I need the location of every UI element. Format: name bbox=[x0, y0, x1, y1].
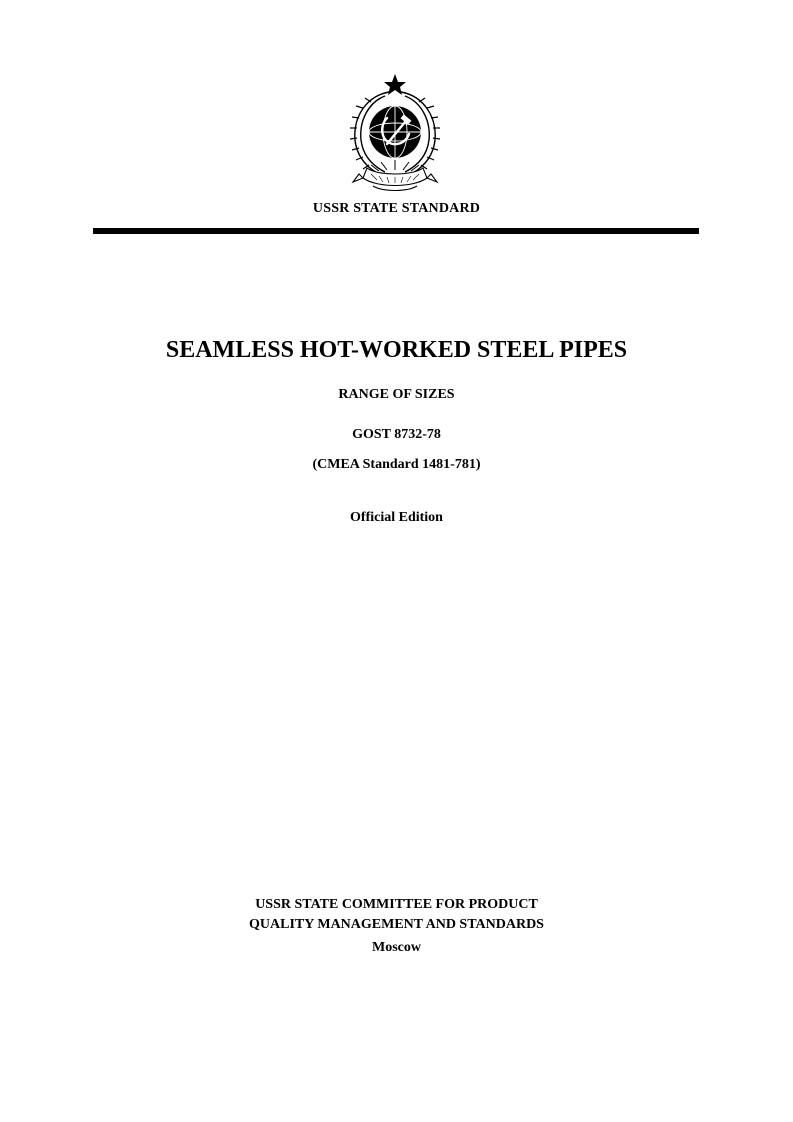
ussr-emblem-icon bbox=[343, 70, 447, 194]
publisher-line-1: USSR STATE COMMITTEE FOR PRODUCT bbox=[255, 897, 538, 912]
publication-city: Moscow bbox=[372, 940, 421, 955]
cmea-reference: (CMEA Standard 1481-781) bbox=[312, 457, 481, 472]
gost-number: GOST 8732-78 bbox=[352, 427, 441, 442]
standard-label: USSR STATE STANDARD bbox=[312, 201, 481, 216]
edition-label: Official Edition bbox=[350, 510, 443, 525]
header-divider bbox=[93, 228, 699, 234]
publisher-line-2: QUALITY MANAGEMENT AND STANDARDS bbox=[249, 917, 544, 932]
document-subtitle: RANGE OF SIZES bbox=[338, 387, 455, 402]
document-title: SEAMLESS HOT-WORKED STEEL PIPES bbox=[165, 337, 628, 363]
